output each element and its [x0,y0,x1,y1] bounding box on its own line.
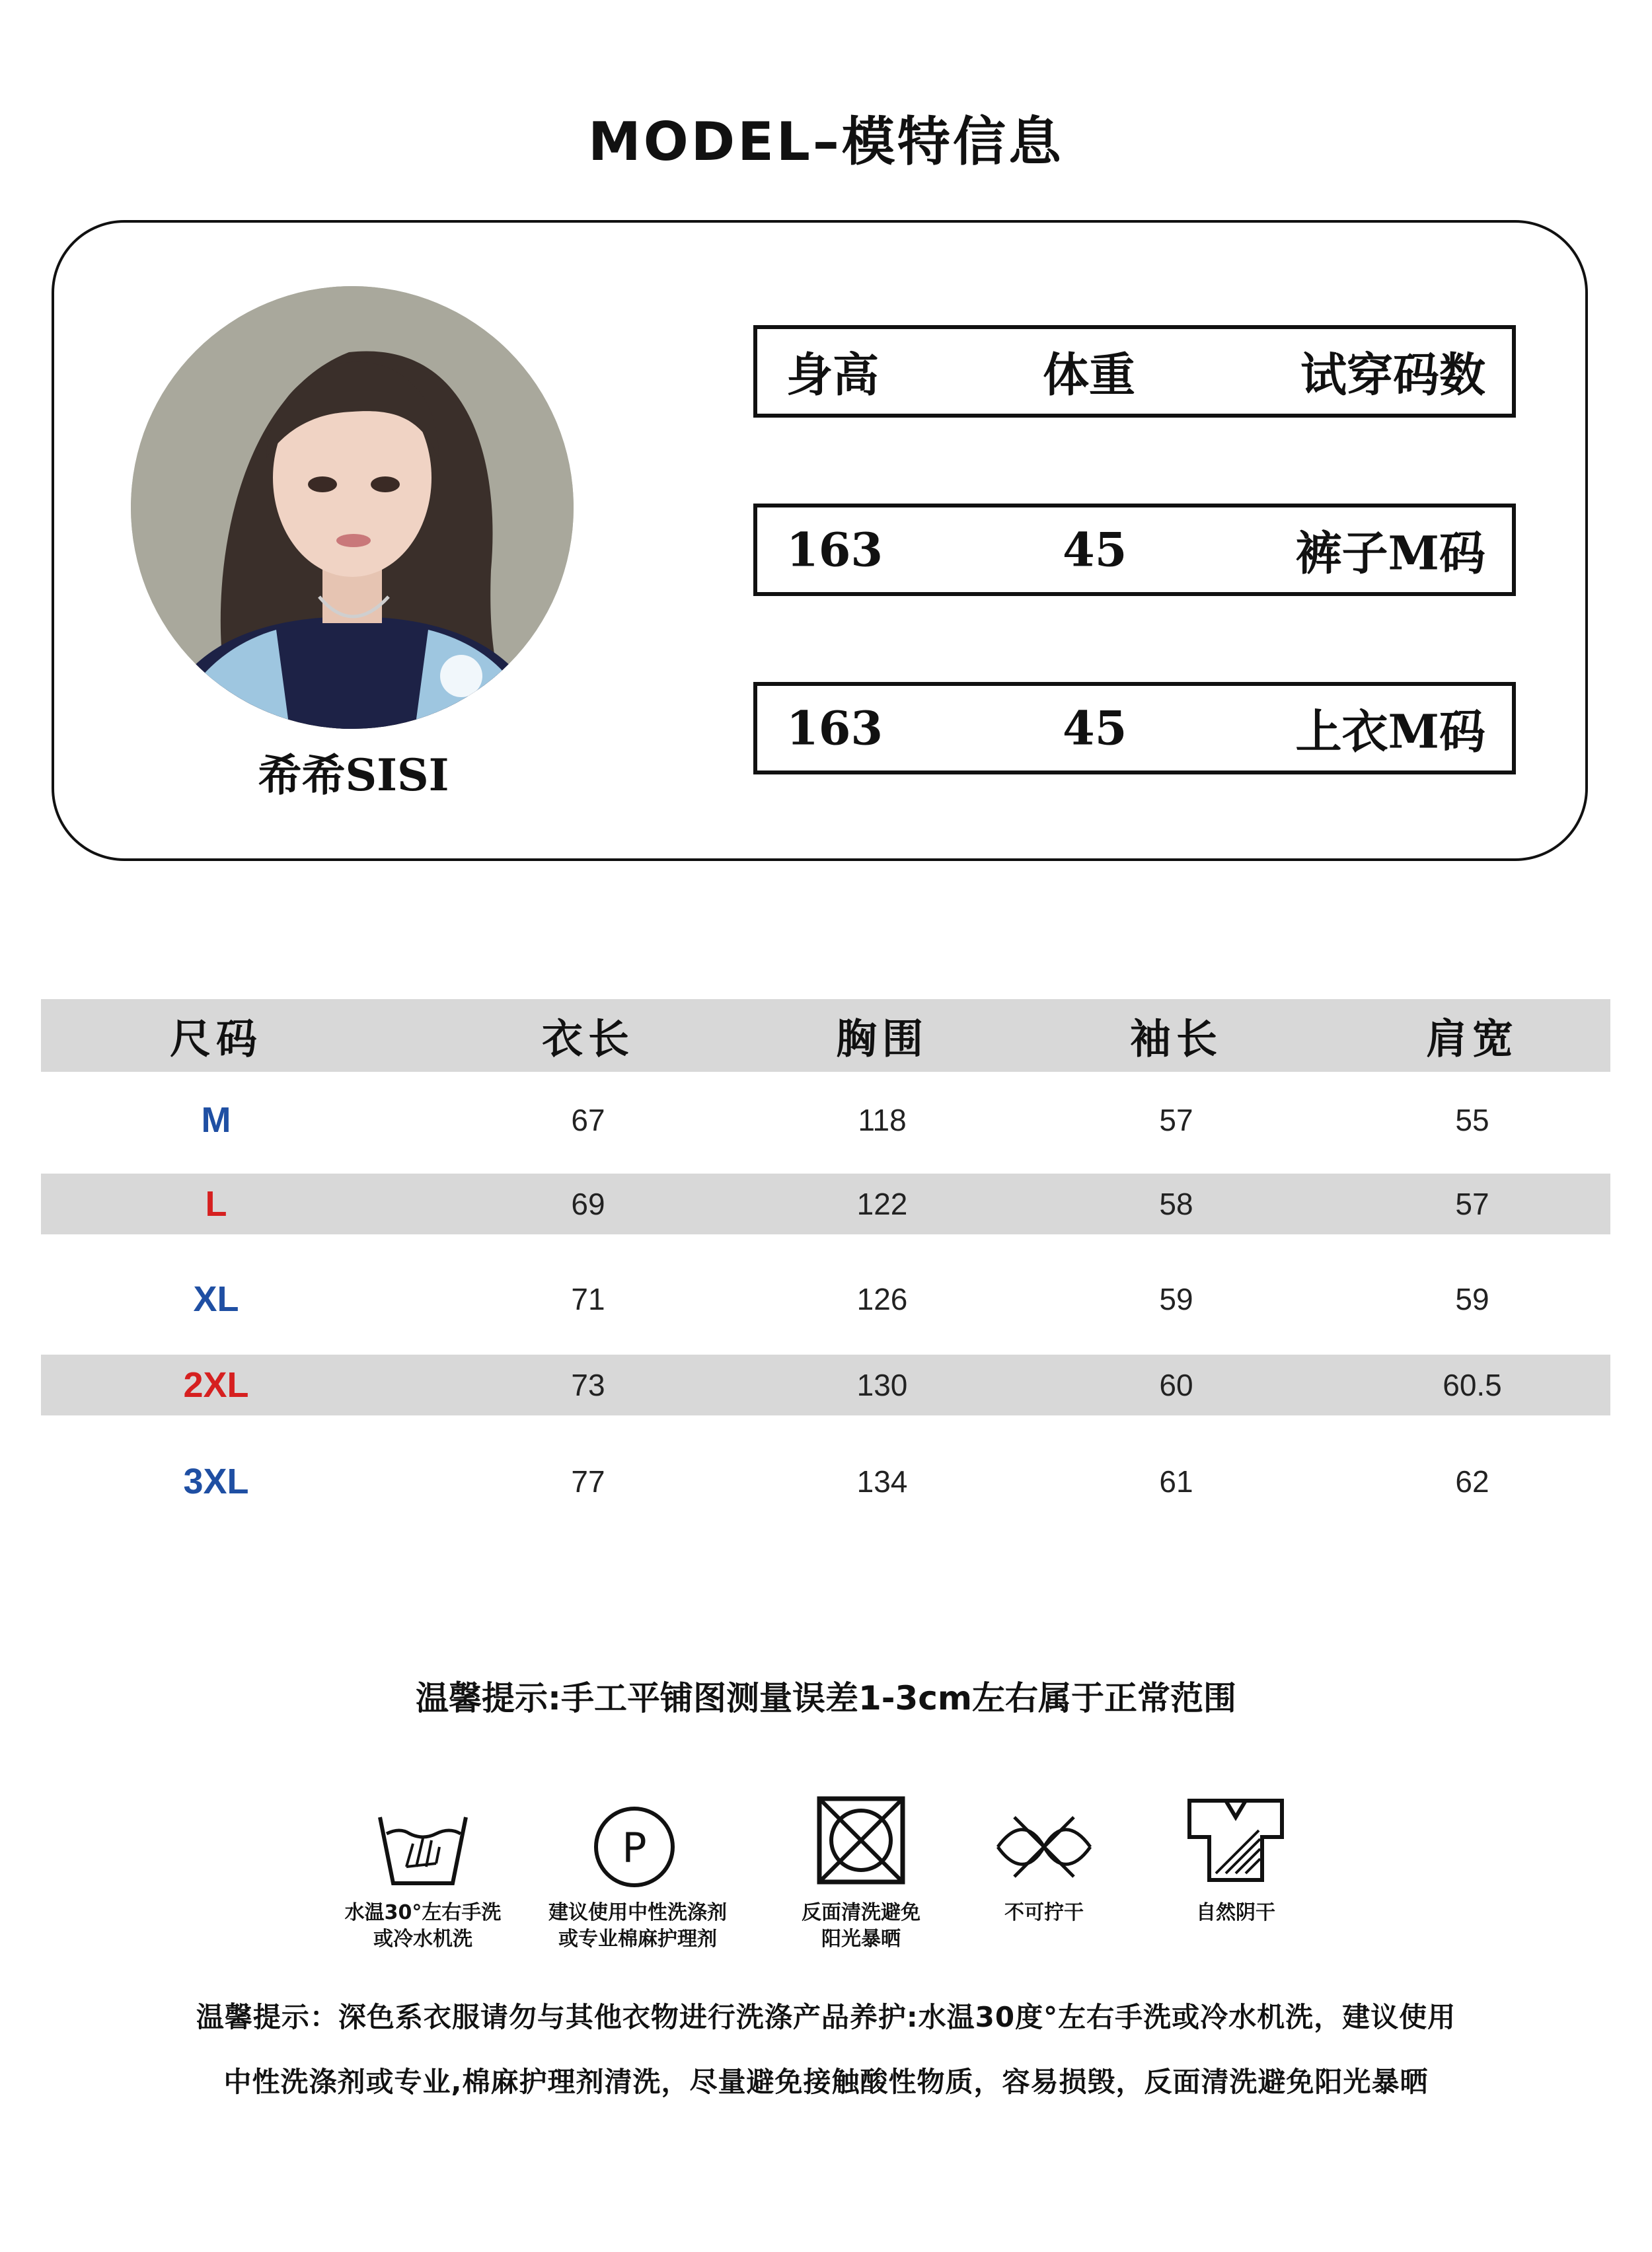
care-tip-line: 中性洗涤剂或专业,棉麻护理剂清洗，尽量避免接触酸性物质，容易损毁，反面清洗避免阳光暴晒 [223,2066,1429,2098]
weight-value: 45 [1063,700,1127,756]
length-value: 77 [571,1464,605,1499]
sleeve-value: 60 [1159,1368,1193,1402]
model-photo [131,286,574,729]
length-value: 71 [571,1282,605,1316]
weight-header: 体重 [1043,347,1135,402]
table-row [41,1355,1610,1415]
care-label: 建议使用中性洗涤剂 或专业棉麻护理剂 [548,1901,727,1951]
model-name: 希希SISI [258,749,449,801]
shoulder-value: 55 [1455,1103,1489,1137]
size-label: 3XL [183,1462,249,1501]
sleeve-value: 59 [1159,1282,1193,1316]
size-table-header [41,999,1610,1072]
chest-value: 126 [856,1282,908,1316]
length-header: 衣长 [541,1014,635,1063]
care-tip-line: 温馨提示：深色系衣服请勿与其他衣物进行洗涤产品养护:水温30度°左右手洗或冷水机洗，建议使用 [196,2001,1456,2033]
sleeve-value: 61 [1159,1464,1193,1499]
no-tumble-dry-icon [811,1791,911,1893]
chest-value: 118 [858,1103,907,1137]
height-value: 163 [786,522,883,578]
sleeve-header: 袖长 [1129,1014,1223,1063]
sleeve-value: 58 [1159,1187,1193,1221]
shoulder-value: 60.5 [1443,1368,1502,1402]
care-label: 自然阴干 [1196,1901,1275,1924]
dry-clean-p-icon [585,1797,684,1899]
chest-value: 130 [856,1368,908,1402]
size-label: 2XL [183,1365,249,1405]
length-value: 69 [571,1187,605,1221]
shoulder-header: 肩宽 [1425,1014,1519,1063]
model-top-row [753,682,1516,774]
hand-wash-icon [373,1797,472,1899]
care-label: 反面清洗避免 阳光暴晒 [802,1901,920,1951]
chest-value: 122 [856,1187,908,1221]
shade-dry-icon [1186,1787,1285,1889]
measurement-tip: 温馨提示:手工平铺图测量误差1-3cm左右属于正常范围 [415,1679,1237,1717]
size-label: L [205,1184,227,1224]
page-title: MODEL–模特信息 [588,111,1064,172]
height-header: 身高 [786,347,879,402]
table-row [41,1269,1610,1330]
table-row [41,1090,1610,1150]
size-label: XL [193,1279,239,1319]
height-value: 163 [786,700,883,756]
sleeve-value: 57 [1159,1103,1193,1137]
table-row [41,1174,1610,1234]
model-portrait-illustration [131,286,574,729]
fit-size-value: 裤子M码 [1295,525,1485,581]
care-label: 水温30°左右手洗 或冷水机洗 [344,1901,502,1951]
fit-size-value: 上衣M码 [1295,704,1485,759]
table-row [41,1451,1610,1512]
size-header: 尺码 [169,1014,263,1063]
no-wring-icon [995,1797,1094,1899]
shoulder-value: 57 [1455,1187,1489,1221]
model-header-box [753,325,1516,418]
chest-value: 134 [856,1464,908,1499]
chest-header: 胸围 [835,1014,929,1063]
shoulder-value: 62 [1455,1464,1489,1499]
svg-text:P: P [622,1824,647,1872]
size-label: M [201,1100,231,1140]
length-value: 73 [571,1368,605,1402]
length-value: 67 [571,1103,605,1137]
care-label: 不可拧干 [1004,1901,1084,1924]
fit-size-header: 试穿码数 [1300,347,1485,402]
model-pants-row [753,504,1516,596]
shoulder-value: 59 [1455,1282,1489,1316]
weight-value: 45 [1063,522,1127,578]
